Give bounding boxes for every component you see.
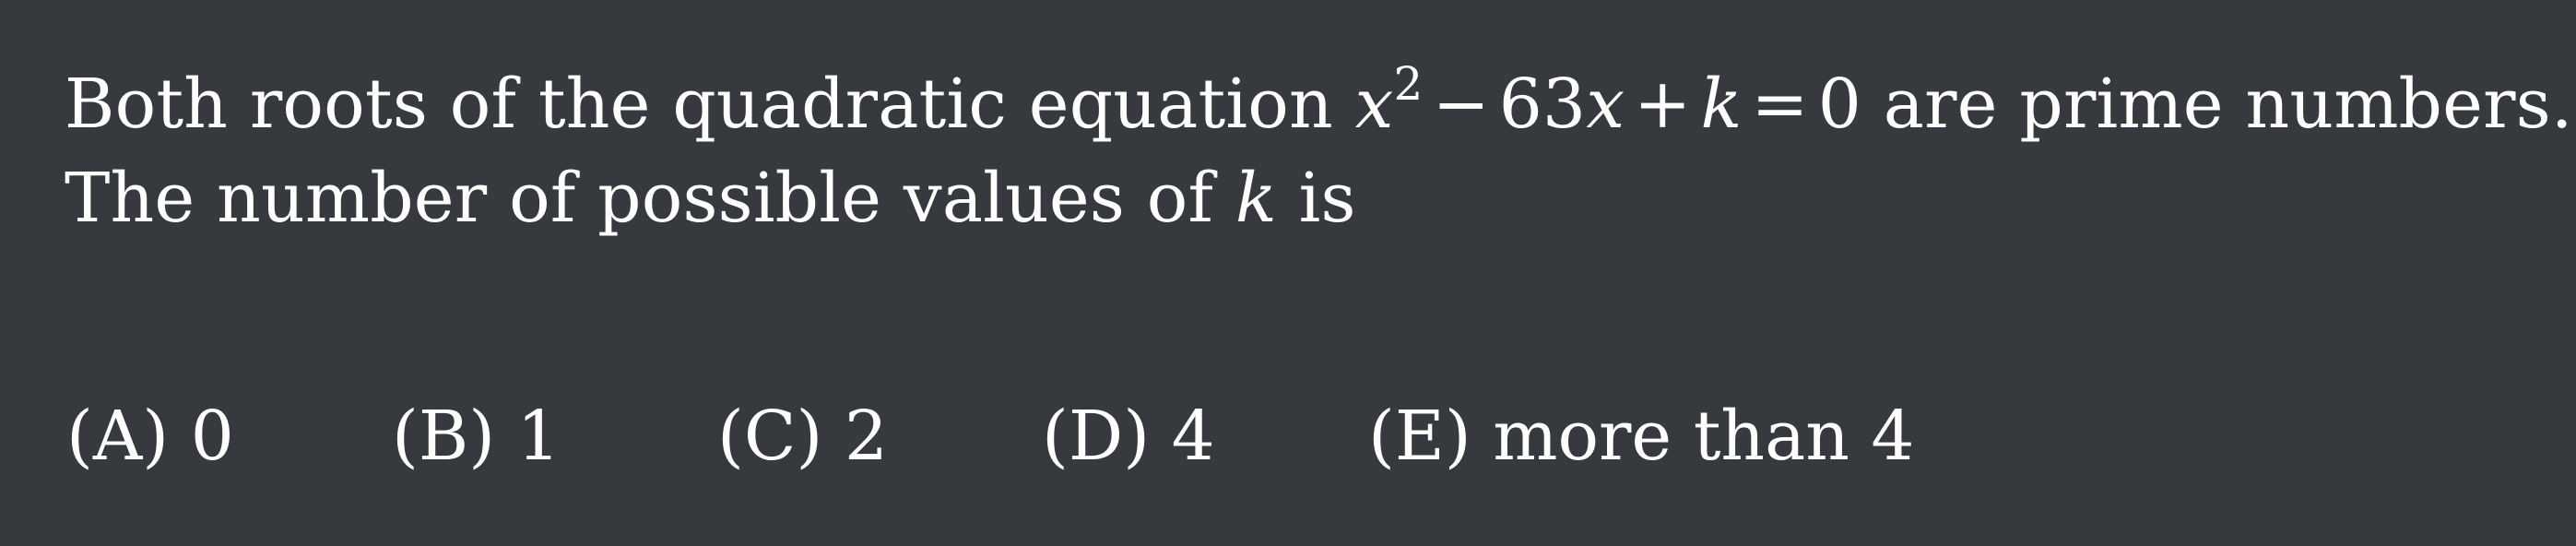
question-line-2 (65, 151, 2554, 245)
variable-x-linear: x (1586, 65, 1625, 144)
question-line-2-prefix: The number of possible values of (65, 159, 1235, 238)
plus-sign: + (1634, 65, 1692, 144)
choice-c[interactable]: (C) 2 (717, 397, 888, 476)
question-line-1-prefix: Both roots of the quadratic equation (65, 65, 1355, 144)
choice-b[interactable]: (B) 1 (392, 397, 561, 476)
variable-k-second: k (1235, 159, 1277, 238)
exponent: 2 (1393, 57, 1424, 111)
variable-k: k (1700, 65, 1743, 144)
minus-sign: − (1432, 65, 1490, 144)
choice-a[interactable]: (A) 0 (66, 397, 234, 476)
answer-choices (0, 397, 2576, 489)
question-text (65, 57, 2573, 245)
question-line-1 (65, 57, 2573, 151)
variable-x: x (1354, 65, 1394, 144)
zero-constant: 0 (1817, 65, 1862, 144)
choice-e[interactable]: (E) more than 4 (1368, 397, 1915, 476)
question-line-2-suffix: is (1276, 159, 1356, 238)
coefficient: 63 (1498, 65, 1587, 144)
equals-sign: = (1751, 65, 1809, 144)
choice-d[interactable]: (D) 4 (1042, 397, 1215, 476)
question-line-1-suffix: are prime numbers. (1861, 65, 2573, 144)
